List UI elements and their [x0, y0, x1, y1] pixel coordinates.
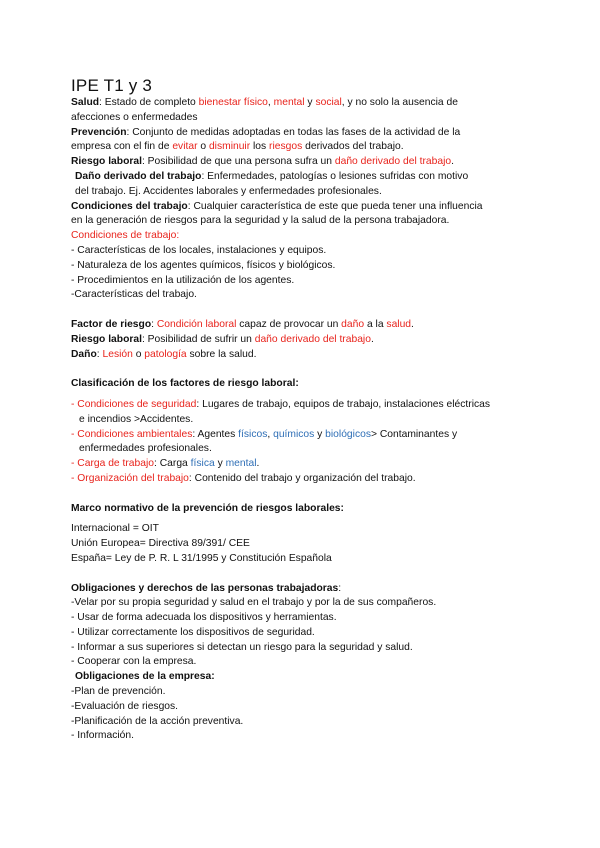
- list-item: - Cooperar con la empresa.: [71, 656, 197, 668]
- list-item-carga: - Carga de trabajo: Carga física y mental.: [71, 458, 260, 470]
- marco-heading: Marco normativo de la prevención de riesgos laborales:: [71, 502, 344, 514]
- term-dano: Daño: [71, 348, 97, 360]
- condiciones-definition: Condiciones del trabajo: Cualquier característica de este que pueda tener una influencia: [71, 200, 483, 212]
- condiciones-line2: en la generación de riesgos para la seguridad y la salud de la persona trabajadora.: [71, 215, 450, 227]
- salud-definition: Salud: Estado de completo bienestar físico, mental y social, y no solo la ausencia de: [71, 97, 458, 108]
- term-salud: Salud: [71, 97, 100, 108]
- list-item-ambientales-line2: enfermedades profesionales.: [79, 443, 212, 455]
- list-item: -Planificación de la acción preventiva.: [71, 715, 244, 727]
- dano-derivado-line2: del trabajo. Ej. Accidentes laborales y enfermedades profesionales.: [75, 185, 382, 197]
- highlight-quimicos: químicos: [273, 428, 315, 440]
- obligaciones-heading: Obligaciones y derechos de las personas trabajadoras:: [71, 582, 342, 594]
- highlight-organizacion: Organización del trabajo: [77, 472, 189, 484]
- term-riesgo-laboral: Riesgo laboral: [71, 156, 142, 168]
- highlight-mental-2: mental: [225, 458, 257, 470]
- highlight-carga-trabajo: Carga de trabajo: [77, 458, 155, 470]
- highlight-condiciones-seguridad: Condiciones de seguridad: [77, 398, 197, 410]
- term-prevencion: Prevención: [71, 126, 127, 138]
- highlight-bienestar: bienestar físico: [198, 97, 268, 108]
- list-item: -Velar por su propia seguridad y salud en el trabajo y por la de sus compañeros.: [71, 597, 437, 609]
- term-riesgo-laboral-2: Riesgo laboral: [71, 333, 142, 345]
- prevencion-definition-line2: empresa con el fin de evitar o disminuir los riesgos derivados del trabajo.: [71, 141, 404, 153]
- list-item: - Usar de forma adecuada los dispositivos y herramientas.: [71, 612, 337, 624]
- document-body: [71, 96, 531, 744]
- highlight-condicion-laboral: Condición laboral: [156, 318, 237, 330]
- factor-riesgo-definition: Factor de riesgo: Condición laboral capaz de provocar un daño a la salud.: [71, 318, 414, 330]
- highlight-biologicos: biológicos: [325, 428, 371, 440]
- highlight-patologia: patología: [144, 348, 187, 360]
- list-item: - Utilizar correctamente los dispositivos de seguridad.: [71, 626, 315, 638]
- term-factor-riesgo: Factor de riesgo: [71, 318, 152, 330]
- dano-derivado-definition: Daño derivado del trabajo: Enfermedades, patologías o lesiones sufridas con motivo: [75, 170, 469, 182]
- list-item: Unión Europea= Directiva 89/391/ CEE: [71, 538, 250, 550]
- term-dano-derivado: Daño derivado del trabajo: [75, 170, 202, 182]
- salud-definition-line2: afecciones o enfermedades: [71, 111, 198, 123]
- document-title: IPE T1 y 3: [71, 76, 153, 95]
- highlight-disminuir: disminuir: [208, 141, 251, 153]
- highlight-condiciones-ambientales: Condiciones ambientales: [77, 428, 193, 440]
- highlight-dano: daño: [341, 318, 365, 330]
- highlight-social: social: [315, 97, 342, 108]
- condiciones-heading: Condiciones de trabajo:: [71, 230, 180, 242]
- prevencion-definition: Prevención: Conjunto de medidas adoptadas en todas las fases de la actividad de la: [71, 126, 461, 138]
- clasificacion-heading: Clasificación de los factores de riesgo laboral:: [71, 378, 299, 390]
- highlight-lesion: Lesión: [102, 348, 133, 360]
- riesgo-laboral-definition: Riesgo laboral: Posibilidad de que una persona sufra un daño derivado del trabajo.: [71, 156, 454, 168]
- empresa-heading: Obligaciones de la empresa:: [75, 671, 215, 683]
- highlight-salud: salud: [386, 318, 412, 330]
- highlight-evitar: evitar: [172, 141, 198, 153]
- highlight-fisicos: físicos: [238, 428, 268, 440]
- list-item: - Naturaleza de los agentes químicos, físicos y biológicos.: [71, 259, 336, 271]
- highlight-dano-derivado: daño derivado del trabajo: [334, 156, 452, 168]
- highlight-mental: mental: [273, 97, 305, 108]
- list-item: - Características de los locales, instalaciones y equipos.: [71, 244, 327, 256]
- list-item: -Características del trabajo.: [71, 289, 197, 301]
- list-item: -Plan de prevención.: [71, 686, 166, 698]
- list-item-seguridad-line2: e incendios >Accidentes.: [79, 413, 194, 425]
- list-item: - Informar a sus superiores si detectan un riesgo para la seguridad y salud.: [71, 641, 413, 653]
- list-item-ambientales: - Condiciones ambientales: Agentes físicos, químicos y biológicos> Contaminantes y: [71, 428, 458, 440]
- term-condiciones: Condiciones del trabajo: [71, 200, 188, 212]
- list-item-seguridad: - Condiciones de seguridad: Lugares de trabajo, equipos de trabajo, instalaciones eléctricas: [71, 398, 491, 410]
- list-item: -Evaluación de riesgos.: [71, 700, 179, 712]
- list-item-organizacion: - Organización del trabajo: Contenido del trabajo y organización del trabajo.: [71, 472, 416, 484]
- list-item: - Procedimientos en la utilización de los agentes.: [71, 274, 295, 286]
- highlight-dano-derivado-2: daño derivado del trabajo: [254, 333, 371, 345]
- riesgo-laboral-definition-2: Riesgo laboral: Posibilidad de sufrir un daño derivado del trabajo.: [71, 333, 374, 345]
- highlight-riesgos: riesgos: [269, 141, 303, 153]
- dano-definition: Daño: Lesión o patología sobre la salud.: [71, 348, 257, 360]
- list-item: España= Ley de P. R. L 31/1995 y Constitución Española: [71, 552, 332, 564]
- list-item: - Información.: [71, 730, 134, 742]
- highlight-fisica: física: [190, 458, 215, 470]
- list-item: Internacional = OIT: [71, 523, 159, 535]
